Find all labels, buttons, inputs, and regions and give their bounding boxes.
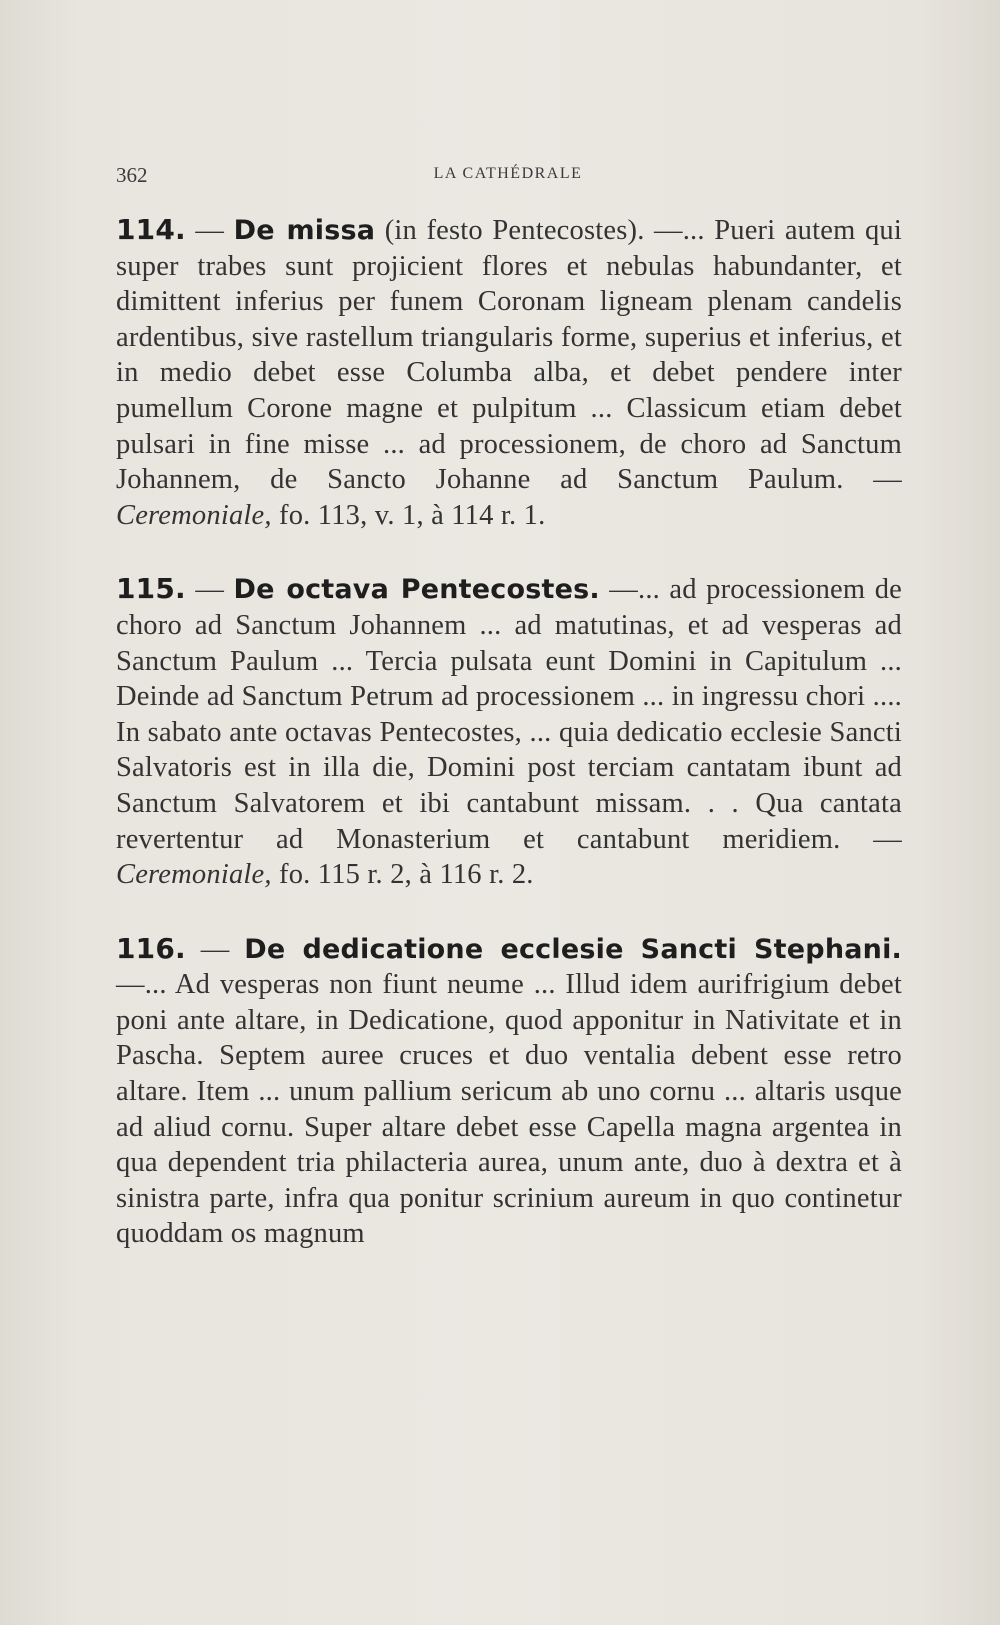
entry-heading-tail: (in festo Pentecostes). —... [375, 215, 715, 246]
entry-separator: — [185, 933, 245, 965]
entry-114 [116, 212, 902, 533]
text-block [116, 212, 902, 1290]
entry-heading: De missa [233, 215, 376, 246]
entry-separator: — [185, 215, 234, 246]
entry-reference: fo. 113, v. 1, à 114 r. 1. [271, 499, 546, 531]
entry-separator: — [185, 574, 234, 606]
page-number: 362 [116, 163, 148, 187]
entry-heading-tail: —... [599, 574, 670, 606]
entry-body: Ad vesperas non fiunt neume ... Illud idem aurifrigium debet poni ante altare, in Dedicatione, quod apponitur in Nativitate et in Pascha. Septem auree cruces et duo ventalia debent esse retro altare. Item ... unum pallium sericum ab uno cornu ... altaris usque ad aliud cornu. Super altare debet esse Capella magna argentea in qua dependent tria philacteria aurea, unum ante, duo à dextra et à sinistra parte, infra qua ponitur scrinium aureum in quo continetur quoddam os magnum [116, 969, 902, 1250]
entry-paragraph [116, 212, 902, 533]
entry-heading-tail: —... [116, 969, 175, 1001]
entry-reference: fo. 115 r. 2, à 116 r. 2. [271, 859, 534, 891]
entry-body: Pueri autem qui super trabes sunt projicient flores et nebulas habundanter, et dimittent inferius per funem Coronam ligneam plenam candelis ardentibus, sive rastellum triangularis forme, superius et inferius, et in medio debet esse Columba alba, et debet pendere inter pumellum Corone magne et pulpitum ... Classicum etiam debet pulsari in fine misse ... ad processionem, de choro ad Sanctum Johannem, de Sancto Johanne ad Sanctum Paulum. — [116, 215, 902, 496]
entry-heading: De dedicatione ecclesie Sancti Stephani. [244, 933, 903, 965]
entry-paragraph [116, 931, 902, 1252]
entry-number: 114. [116, 213, 186, 246]
entry-116 [116, 931, 902, 1252]
entry-115 [116, 571, 902, 892]
entry-heading: De octava Pentecostes. [233, 574, 600, 606]
entry-paragraph [116, 571, 902, 892]
entry-number: 115. [116, 572, 186, 606]
entry-source: Ceremoniale, [116, 859, 272, 891]
running-head-title: LA CATHÉDRALE [433, 165, 583, 182]
entry-source: Ceremoniale, [116, 499, 272, 531]
entry-number: 116. [116, 931, 186, 965]
running-head [116, 163, 900, 189]
entry-body: ad processionem de choro ad Sanctum Johannem ... ad matutinas, et ad vesperas ad Sanctum Paulum ... Tercia pulsata eunt Domini in Capitulum ... Deinde ad Sanctum Petrum ad processionem ... in ingressu chori .... In sabato ante octavas Pentecostes, ... quia dedicatio ecclesie Sancti Salvatoris est in illa die, Domini post terciam cantatam ibunt ad Sanctum Salvatorem et ibi cantabunt missam. . . Qua cantata revertentur ad Monasterium et cantabunt meridiem. — [116, 574, 903, 855]
